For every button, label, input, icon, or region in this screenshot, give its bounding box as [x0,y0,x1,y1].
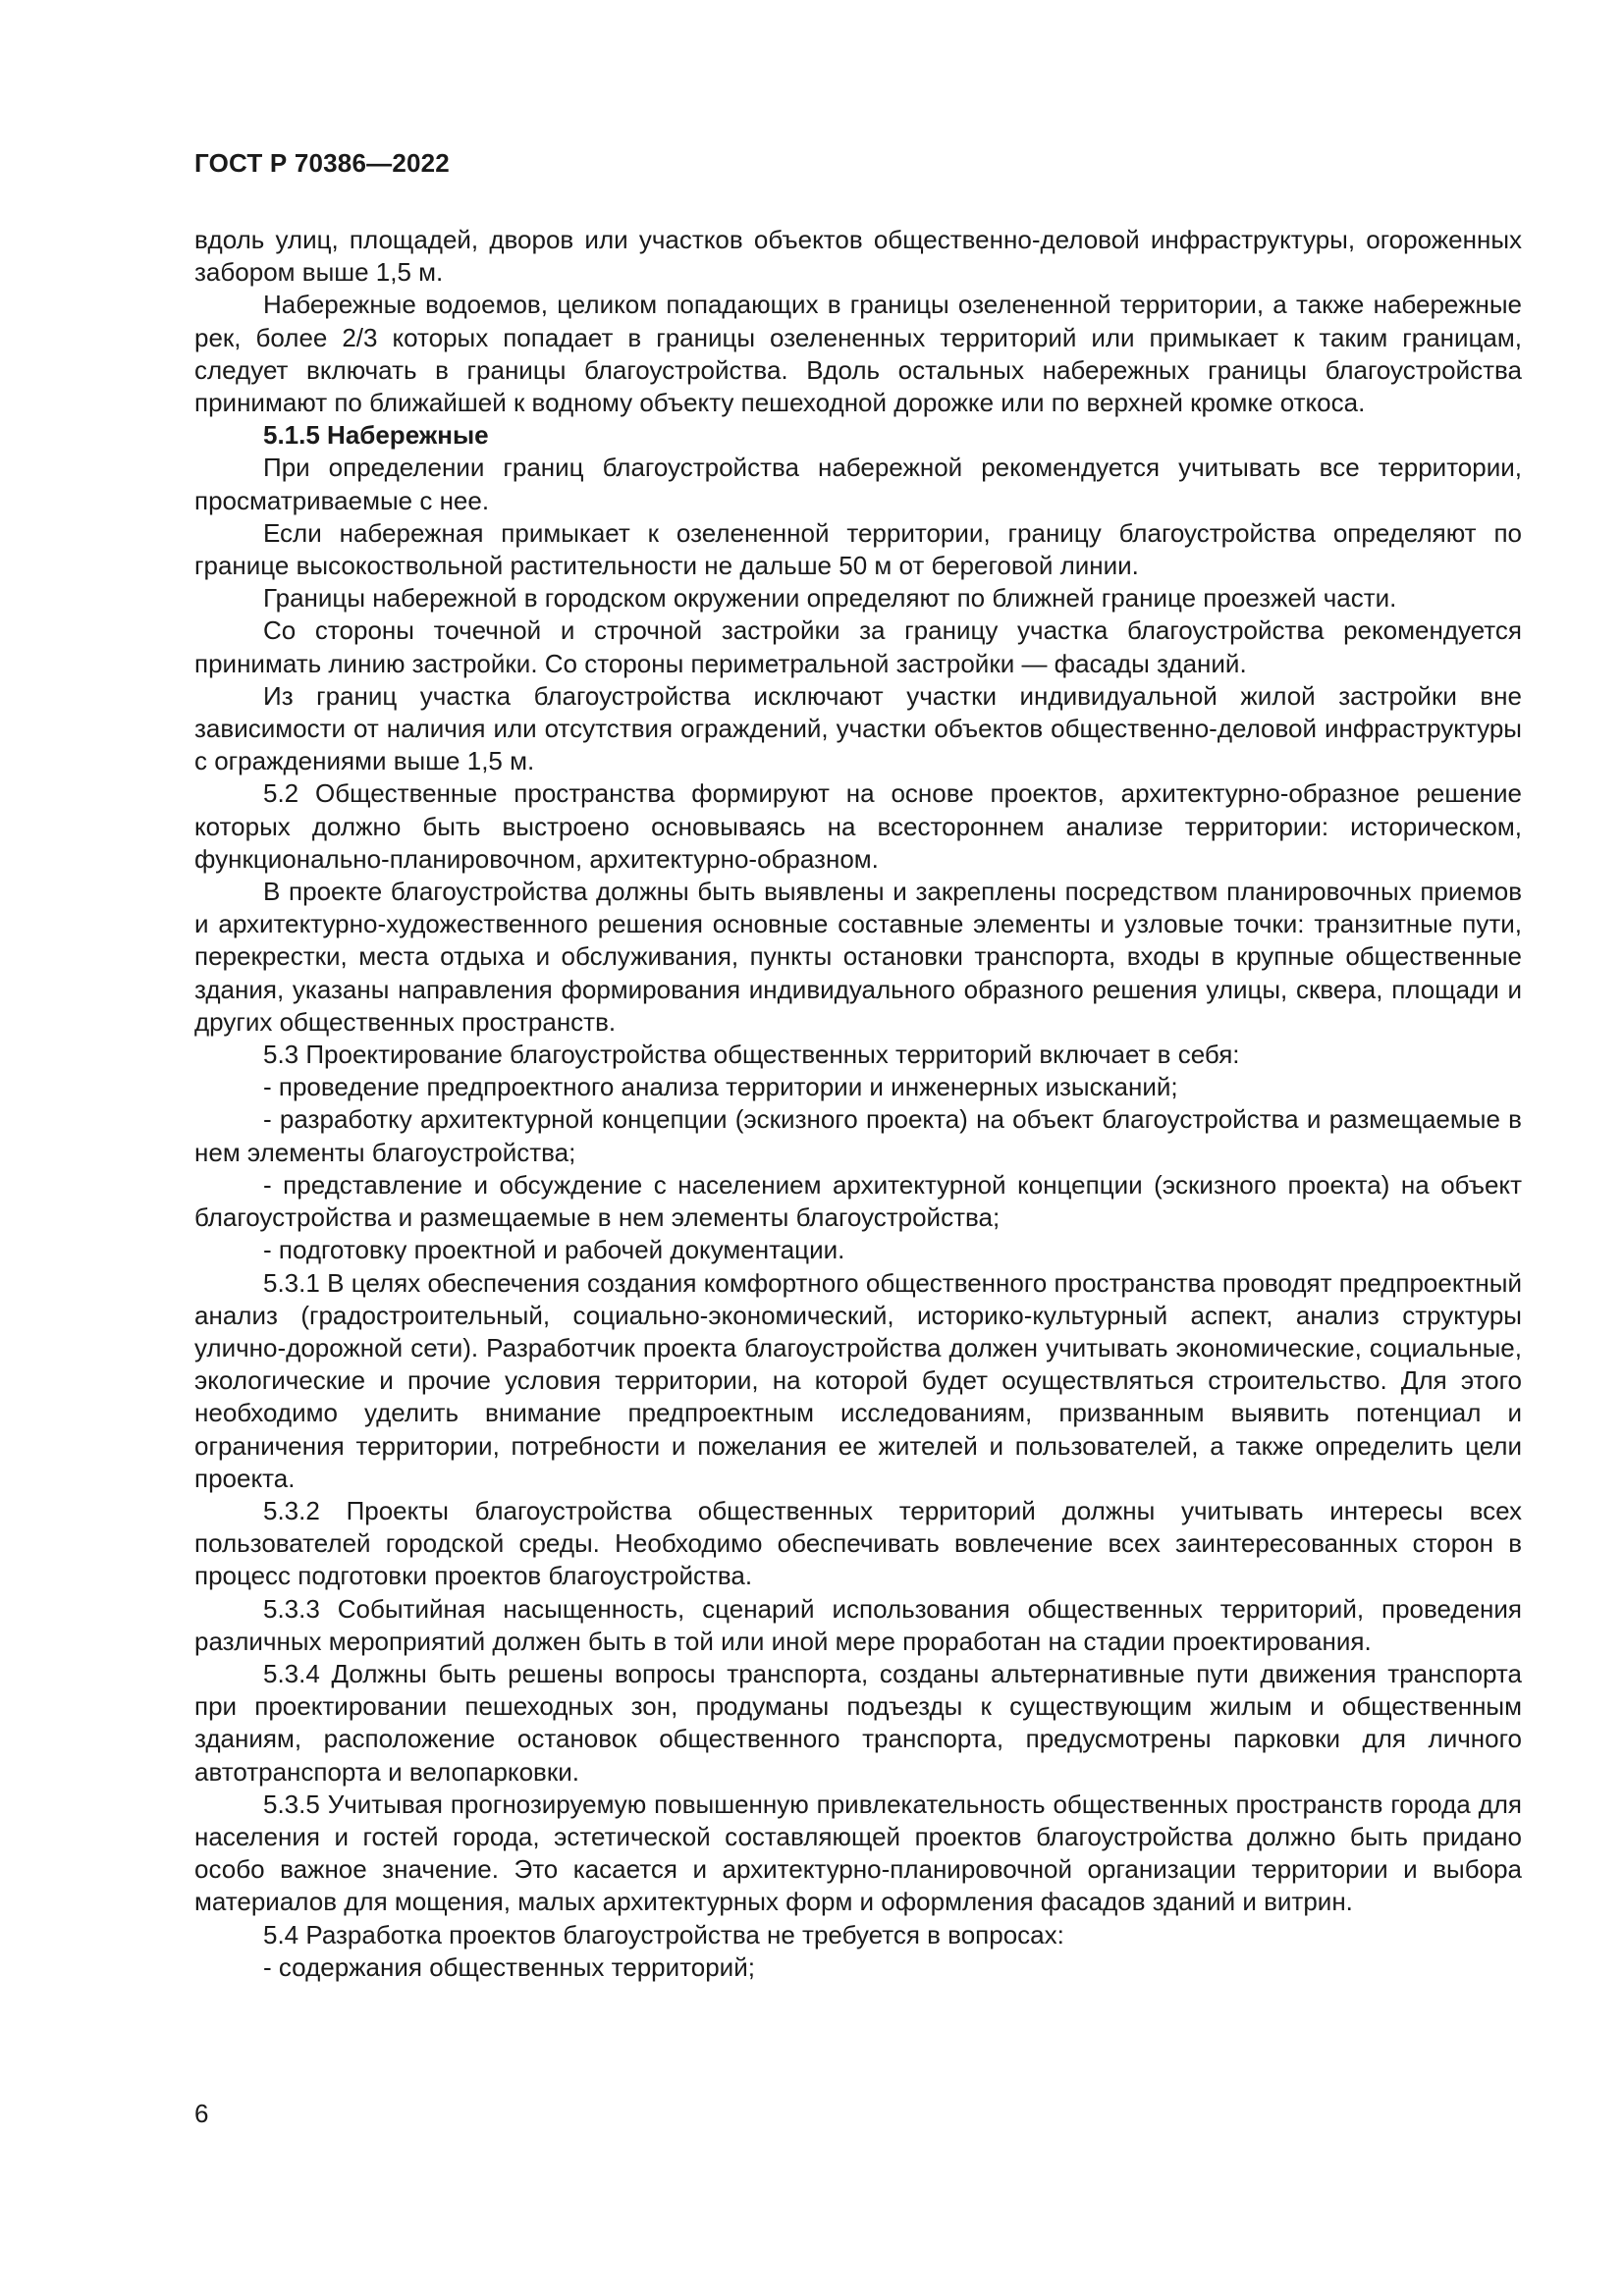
clause-5-3-3: 5.3.3 Событийная насыщенность, сценарий использования общественных территорий, проведения различных мероприятий должен быть в той или иной мере проработан на стадии проектирования. [194,1593,1522,1656]
clause-5-3-2: 5.3.2 Проекты благоустройства общественных территорий должны учитывать интересы всех пользователей городской среды. Необходимо обеспечивать вовлечение всех заинтересованных сторон в процесс подготовки проектов благоустройства. [194,1495,1522,1591]
clause-5-4: 5.4 Разработка проектов благоустройства не требуется в вопросах: [263,1919,1064,1949]
list-item: - представление и обсуждение с населением архитектурной концепции (эскизного проекта) на объект благоустройства и размещаемые в нем элементы благоустройства; [194,1169,1522,1233]
paragraph: В проекте благоустройства должны быть выявлены и закреплены посредством планировочных приемов и архитектурно-художественного решения основные составные элементы и узловые точки: транзитные пути, перекрестки, места отдыха и обслуживания, пункты остановки транспорта, входы в крупные общественные здания, указаны направления формирования индивидуального образного решения улицы, сквера, площади и других общественных пространств. [194,877,1522,1037]
document-body [194,224,1522,1984]
paragraph: Со стороны точечной и строчной застройки за границу участка благоустройства рекомендуется принимать линию застройки. Со стороны периметральной застройки — фасады зданий. [194,615,1522,678]
paragraph: Границы набережной в городском окружении определяют по ближней границе проезжей части. [263,583,1397,614]
paragraph: Набережные водоемов, целиком попадающих в границы озелененной территории, а также набережные рек, более 2/3 которых попадает в границы озелененных территорий или примыкает к таким границам, следует включать в границы благоустройства. Вдоль остальных набережных границы благоустройства принимают по ближайшей к водному объекту пешеходной дорожке или по верхней кромке откоса. [194,290,1522,418]
list-item: - проведение предпроектного анализа территории и инженерных изысканий; [263,1072,1178,1102]
clause-5-2: 5.2 Общественные пространства формируют на основе проектов, архитектурно-образное решение которых должно быть выстроено основываясь на всестороннем анализе территории: историческом, функционально-планировочном, архитектурно-образном. [194,778,1522,874]
clause-5-3: 5.3 Проектирование благоустройства общественных территорий включает в себя: [263,1040,1240,1070]
paragraph: вдоль улиц, площадей, дворов или участков объектов общественно-деловой инфраструктуры, огороженных забором выше 1,5 м. [194,225,1522,288]
paragraph: Из границ участка благоустройства исключают участки индивидуальной жилой застройки вне зависимости от наличия или отсутствия ограждений, участки объектов общественно-деловой инфраструктуры с ограждениями выше 1,5 м. [194,680,1522,776]
clause-5-3-4: 5.3.4 Должны быть решены вопросы транспорта, созданы альтернативные пути движения транспорта при проектировании пешеходных зон, продуманы подъезды к существующим жилым и общественным зданиям, расположение остановок общественного транспорта, предусмотрены парковки для личного автотранспорта и велопарковки. [194,1658,1522,1787]
paragraph: Если набережная примыкает к озелененной территории, границу благоустройства определяют по границе высокоствольной растительности не дальше 50 м от береговой линии. [194,517,1522,581]
document-header: ГОСТ Р 70386—2022 [194,148,450,178]
clause-5-3-1: 5.3.1 В целях обеспечения создания комфортного общественного пространства проводят предпроектный анализ (градостроительный, социально-экономический, историко-культурный аспект, анализ структуры улично-дорожной сети). Разработчик проекта благоустройства должен учитывать экономические, социальные, экологические и прочие условия территории, на которой будет осуществляться строительство. Для этого необходимо уделить внимание предпроектным исследованиям, призванным выявить потенциал и ограничения территории, потребности и пожелания ее жителей и пользователей, а также определить цели проекта. [194,1267,1522,1493]
section-heading-5-1-5: 5.1.5 Набережные [263,420,489,451]
list-item: - разработку архитектурной концепции (эскизного проекта) на объект благоустройства и размещаемые в нем элементы благоустройства; [194,1104,1522,1167]
clause-5-3-5: 5.3.5 Учитывая прогнозируемую повышенную привлекательность общественных пространств города для населения и гостей города, эстетической составляющей проектов благоустройства должно быть придано особо важное значение. Это касается и архитектурно-планировочной организации территории и выбора материалов для мощения, малых архитектурных форм и оформления фасадов зданий и витрин. [194,1789,1522,1917]
list-item: - подготовку проектной и рабочей документации. [263,1235,845,1265]
paragraph: При определении границ благоустройства набережной рекомендуется учитывать все территории, просматриваемые с нее. [194,453,1522,515]
list-item: - содержания общественных территорий; [263,1951,755,1982]
page-number: 6 [194,2099,209,2128]
